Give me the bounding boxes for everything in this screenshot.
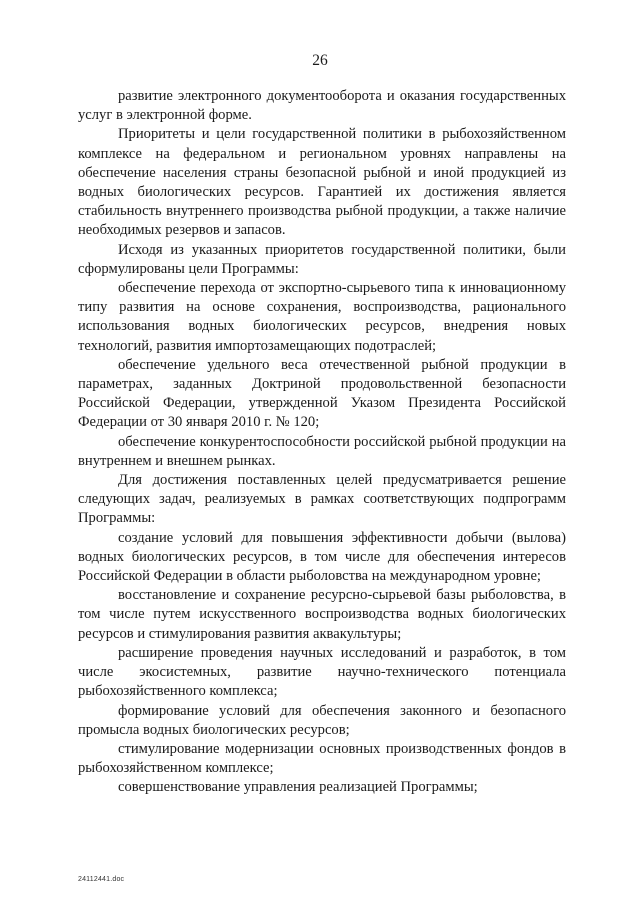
paragraph-goals-intro: Исходя из указанных приоритетов государственной политики, были сформулированы цели Программы: (78, 241, 566, 277)
paragraph-task-resource-base: восстановление и сохранение ресурсно-сырьевой базы рыболовства, в том числе путем искусственного воспроизводства водных биологических ресурсов и стимулирования развития аквакультуры; (78, 587, 566, 642)
document-body (78, 87, 566, 798)
paragraph-policy-priorities: Приоритеты и цели государственной политики в рыбохозяйственном комплексе на федеральном и региональном уровнях направлены на обеспечение населения страны безопасной рыбной и иной продукцией из водных биологических ресурсов. Гарантией их достижения является стабильность внутреннего производства рыбной продукции, а также наличие необходимых резервов и запасов. (78, 126, 566, 239)
document-filename-footer: 24112441.doc (78, 876, 125, 883)
paragraph-task-management: совершенствование управления реализацией Программы; (118, 779, 478, 796)
paragraph-e-document-services: развитие электронного документооборота и оказания государственных услуг в электронной форме. (78, 88, 566, 124)
paragraph-goal-innovation: обеспечение перехода от экспортно-сырьевого типа к инновационному типу развития на основе сохранения, воспроизводства, рационального использования водных биологических ресурсов, внедрения новых технологий, развития импортозамещающих подотраслей; (78, 280, 566, 354)
paragraph-task-fishing-efficiency: создание условий для повышения эффективности добычи (вылова) водных биологических ресурсов, в том числе для обеспечения интересов Российской Федерации в области рыболовства на международном уровне; (78, 529, 566, 585)
paragraph-task-legal-fishing: формирование условий для обеспечения законного и безопасного промысла водных биологических ресурсов; (78, 702, 566, 738)
paragraph-goal-food-security: обеспечение удельного веса отечественной рыбной продукции в параметрах, заданных Доктриной продовольственной безопасности Российской Федерации, утвержденной Указом Президента Российской Федерации от 30 января 2010 г. № 120; (78, 356, 566, 431)
paragraph-goal-competitiveness: обеспечение конкурентоспособности российской рыбной продукции на внутреннем и внешнем рынках. (78, 433, 566, 469)
paragraph-task-modernization: стимулирование модернизации основных производственных фондов в рыбохозяйственном комплексе; (78, 740, 566, 777)
page-number: 26 (312, 52, 328, 69)
paragraph-task-research: расширение проведения научных исследований и разработок, в том числе экосистемных, развитие научно-технического потенциала рыбохозяйственного комплекса; (78, 644, 566, 700)
paragraph-tasks-intro: Для достижения поставленных целей предусматривается решение следующих задач, реализуемых в рамках соответствующих подпрограмм Программы: (78, 472, 566, 527)
